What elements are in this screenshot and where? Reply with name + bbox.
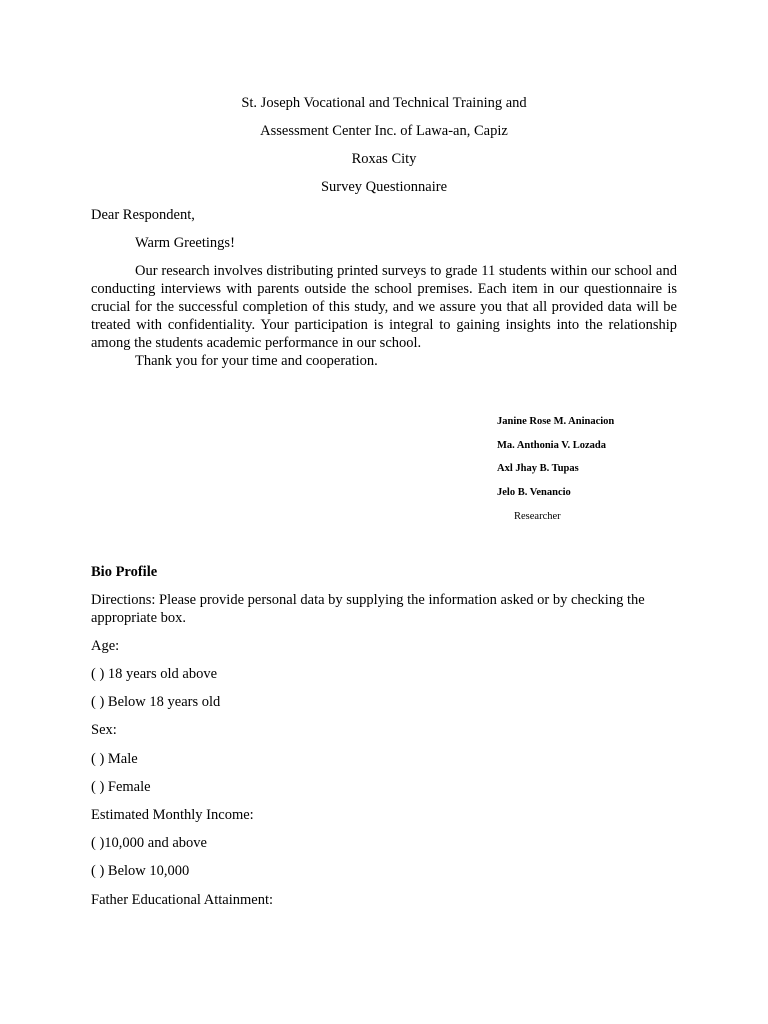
letter-salutation: Dear Respondent, (91, 207, 195, 223)
institution-name-line1: St. Joseph Vocational and Technical Training and (241, 95, 527, 111)
researcher-name: Janine Rose M. Aninacion (497, 416, 615, 427)
researcher-role: Researcher (514, 511, 561, 522)
sex-label: Sex: (91, 722, 117, 738)
letter-body: Our research involves distributing printed surveys to grade 11 students within our school and conducting interviews with parents outside the school premises. Each item in our questionnaire is crucial for the successful completion of this study, and we assure you that all provided data will be treated with confidentiality. Your participation is integral to gaining insights into the relationship among the students academic performance in our school. (91, 263, 677, 351)
document-title: Survey Questionnaire (320, 179, 448, 195)
letter-greeting: Warm Greetings! (135, 235, 235, 251)
researcher-name: Jelo B. Venancio (497, 487, 571, 498)
sex-option-male[interactable]: ( ) Male (91, 751, 138, 767)
bio-profile-title: Bio Profile (91, 564, 158, 580)
institution-city: Roxas City (351, 151, 417, 167)
letter-thanks: Thank you for your time and cooperation. (135, 353, 378, 369)
institution-name-line2: Assessment Center Inc. of Lawa-an, Capiz (260, 123, 508, 139)
bio-profile-directions: Directions: Please provide personal data by supplying the information asked or by checking the appropriate box. (91, 592, 645, 626)
age-option-18-above[interactable]: ( ) 18 years old above (91, 666, 218, 682)
income-label: Estimated Monthly Income: (91, 807, 254, 823)
sex-option-female[interactable]: ( ) Female (91, 779, 151, 795)
researcher-name: Ma. Anthonia V. Lozada (497, 440, 607, 451)
age-option-below-18[interactable]: ( ) Below 18 years old (91, 694, 221, 710)
income-option-10000-above[interactable]: ( )10,000 and above (91, 835, 207, 851)
income-option-below-10000[interactable]: ( ) Below 10,000 (91, 863, 190, 879)
father-education-label: Father Educational Attainment: (91, 892, 274, 908)
researcher-name: Axl Jhay B. Tupas (497, 463, 579, 474)
age-label: Age: (91, 638, 120, 654)
